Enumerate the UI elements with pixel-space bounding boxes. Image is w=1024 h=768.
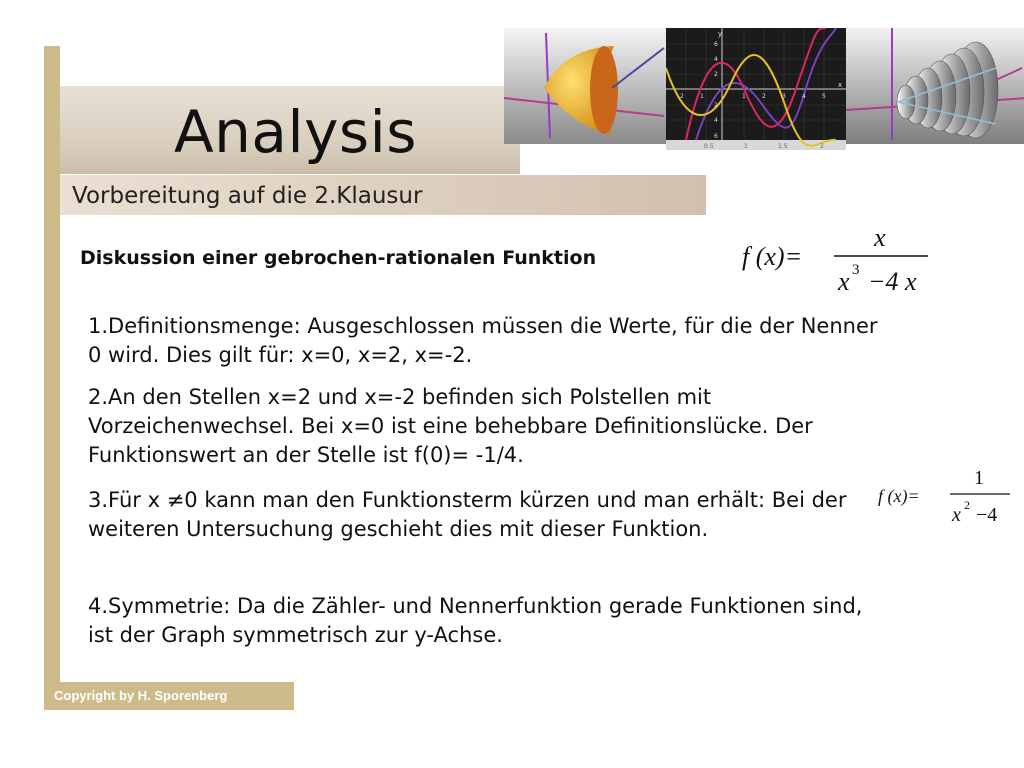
function-graph-image — [666, 28, 852, 150]
paraboloid-image — [504, 28, 666, 144]
graph-y-tick: 4 — [714, 117, 718, 124]
graph-x-tick: 1 — [700, 93, 704, 100]
header-images — [504, 28, 1024, 150]
graph-bottom-tick: 2 — [820, 143, 824, 150]
rotation-body-image — [846, 28, 1024, 144]
graph-x-tick: 2 — [680, 93, 684, 100]
reduced-function-formula — [878, 466, 1018, 528]
graph-x-tick: 1 — [742, 93, 746, 100]
paragraph-kuerzen: 3.Für x ≠0 kann man den Funktionsterm kürzen und man erhält: Bei der weiteren Untersuchung geschieht dies mit dieser Funktion. — [88, 488, 847, 541]
formula-lhs: f (x)= — [878, 486, 920, 506]
paragraph-polstellen: 2.An den Stellen x=2 und x=-2 befinden sich Polstellen mit Vorzeichenwechsel. Bei x=0 ist eine behebbare Definitionslücke. Der Funktionswert an der Stelle ist f(0)= -1/4. — [88, 385, 813, 467]
graph-x-tick: 3 — [782, 93, 786, 100]
left-accent-bar — [44, 46, 60, 708]
slide-subtitle: Vorbereitung auf die 2.Klausur — [72, 183, 423, 209]
slide-title: Analysis — [174, 98, 417, 166]
function-formula — [742, 222, 942, 296]
graph-bottom-tick: 0.5 — [704, 143, 714, 150]
section-heading: Diskussion einer gebrochen-rationalen Funktion — [80, 247, 597, 269]
graph-y-tick: 4 — [714, 56, 718, 63]
formula-lhs: f (x)= — [742, 242, 803, 271]
graph-x-tick: 2 — [762, 93, 766, 100]
formula-denominator-rest: −4 x — [868, 267, 917, 296]
graph-y-tick: 6 — [714, 133, 718, 140]
formula-numerator: 1 — [974, 467, 984, 489]
formula-denominator-exponent: 3 — [852, 262, 860, 278]
graph-y-tick: 6 — [714, 41, 718, 48]
formula-denominator-base: x — [952, 504, 961, 526]
graph-bottom-tick: 1.5 — [778, 143, 788, 150]
graph-bottom-tick: 1 — [744, 143, 748, 150]
graph-x-tick: 4 — [802, 93, 806, 100]
copyright-text: Copyright by H. Sporenberg — [54, 688, 228, 703]
formula-denominator-exponent: 2 — [964, 498, 970, 512]
graph-y-tick: 2 — [714, 71, 718, 78]
paragraph-symmetrie: 4.Symmetrie: Da die Zähler- und Nennerfunktion gerade Funktionen sind, ist der Graph symmetrisch zur y-Achse. — [88, 594, 863, 647]
graph-x-tick: 5 — [822, 93, 826, 100]
graph-axis-x-label: x — [838, 81, 843, 89]
formula-denominator-base: x — [838, 267, 850, 296]
formula-numerator: x — [874, 223, 886, 252]
graph-axis-y-label: y — [718, 30, 723, 38]
graph-y-tick: 2 — [714, 102, 718, 109]
paragraph-definitionsmenge: 1.Definitionsmenge: Ausgeschlossen müssen die Werte, für die der Nenner 0 wird. Dies gilt für: x=0, x=2, x=-2. — [88, 314, 878, 367]
formula-denominator-rest: −4 — [976, 504, 998, 526]
